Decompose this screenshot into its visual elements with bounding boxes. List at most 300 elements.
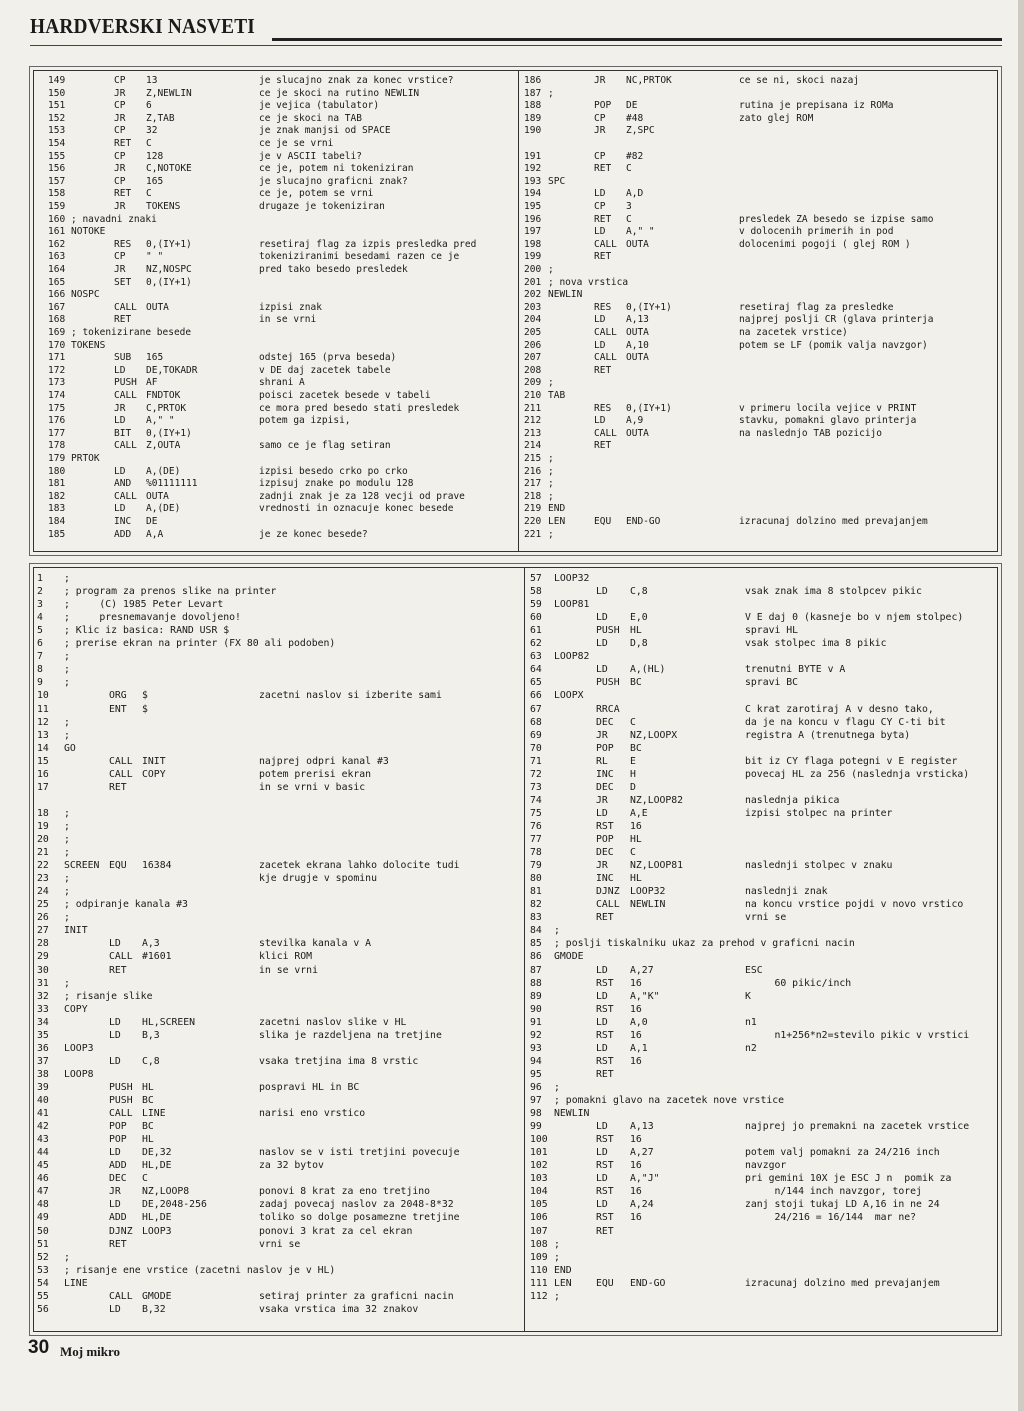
- code-line: [34, 163, 512, 175]
- code-comment: izpisi znak: [259, 301, 322, 313]
- code-label: ; prerise ekran na printer (FX 80 ali podoben): [64, 638, 336, 650]
- line-number: 208: [524, 364, 542, 376]
- line-number: 10: [37, 690, 49, 702]
- code-line: [34, 637, 517, 650]
- line-number: 26: [37, 912, 49, 924]
- code-line: [34, 650, 517, 663]
- code-mnemonic: BIT: [114, 427, 132, 439]
- code-line: [530, 689, 997, 702]
- code-line: [530, 1238, 997, 1251]
- code-operand: 16: [630, 1055, 642, 1067]
- code-operand: HL: [630, 834, 642, 845]
- line-number: 90: [530, 1003, 542, 1015]
- code-label: ; pomakni glavo na zacetek nove vrstice: [554, 1095, 785, 1106]
- code-label: COPY: [64, 1003, 88, 1015]
- line-number: 176: [48, 415, 66, 427]
- line-number: 207: [524, 352, 542, 364]
- code-mnemonic: EQU: [596, 1277, 614, 1289]
- code-line: [524, 352, 997, 364]
- code-label: GMODE: [554, 951, 584, 963]
- code-mnemonic: LD: [594, 415, 606, 427]
- code-line: [530, 1120, 997, 1133]
- column-divider: [518, 71, 519, 551]
- code-line: [530, 572, 997, 585]
- code-line: [524, 88, 997, 100]
- code-line: [530, 1042, 997, 1055]
- code-mnemonic: RET: [114, 314, 132, 326]
- line-number: 92: [530, 1029, 542, 1041]
- code-mnemonic: CALL: [114, 301, 137, 313]
- code-line: [524, 503, 997, 515]
- code-mnemonic: RET: [594, 440, 612, 452]
- line-number: 167: [48, 301, 66, 313]
- code-comment: povecaj HL za 256 (naslednja vrsticka): [745, 768, 970, 780]
- line-number: 221: [524, 528, 542, 540]
- code-line: [34, 1198, 517, 1211]
- code-operand: C: [626, 163, 632, 175]
- line-number: 43: [37, 1134, 49, 1146]
- line-number: 37: [37, 1055, 49, 1067]
- line-number: 65: [530, 677, 542, 689]
- line-number: 200: [524, 264, 542, 275]
- code-label: ;: [548, 528, 554, 540]
- code-comment: stevilka kanala v A: [259, 938, 372, 950]
- code-operand: C,NOTOKE: [146, 163, 192, 175]
- code-operand: 16: [630, 977, 642, 989]
- code-line: [530, 1029, 997, 1042]
- code-comment: v dolocenih primerih in pod: [739, 226, 894, 238]
- code-operand: A," ": [146, 415, 175, 427]
- code-line: [34, 503, 512, 515]
- code-mnemonic: DJNZ: [109, 1225, 133, 1237]
- line-number: 49: [37, 1212, 49, 1224]
- code-operand: Z,OUTA: [146, 440, 181, 452]
- line-number: 168: [48, 314, 66, 326]
- code-line: [34, 403, 512, 415]
- code-label: ;: [64, 573, 70, 584]
- code-operand: 128: [146, 150, 164, 162]
- code-line: [34, 176, 512, 188]
- line-number: 111: [530, 1277, 548, 1289]
- code-operand: 16: [630, 1186, 642, 1198]
- code-line: [530, 663, 997, 676]
- line-number: 97: [530, 1095, 542, 1106]
- code-mnemonic: LD: [596, 990, 608, 1002]
- code-operand: INIT: [142, 755, 166, 767]
- code-line: [34, 1225, 517, 1238]
- code-operand: B,3: [142, 1029, 160, 1041]
- code-comment: poisci zacetek besede v tabeli: [259, 390, 431, 401]
- code-line: [530, 624, 997, 637]
- code-line: [530, 794, 997, 807]
- code-line: [34, 1107, 517, 1120]
- code-mnemonic: RET: [114, 138, 132, 149]
- code-mnemonic: LD: [596, 586, 608, 598]
- code-comment: resetiraj flag za presledke: [739, 301, 894, 313]
- code-label: END: [554, 1264, 572, 1276]
- code-mnemonic: LD: [109, 938, 121, 950]
- code-label: LOOP81: [554, 599, 590, 611]
- code-comment: vsaka tretjina ima 8 vrstic: [259, 1055, 419, 1067]
- code-operand: A,(DE): [146, 465, 181, 477]
- code-line: [524, 289, 997, 301]
- line-number: 27: [37, 925, 49, 937]
- line-number: 205: [524, 327, 542, 338]
- code-mnemonic: LD: [596, 664, 608, 676]
- code-mnemonic: LD: [596, 964, 608, 976]
- line-number: 8: [37, 664, 43, 676]
- code-line: [530, 872, 997, 885]
- line-number: 2: [37, 586, 43, 598]
- code-line: [34, 1290, 517, 1303]
- code-mnemonic: LD: [109, 1055, 121, 1067]
- code-operand: COPY: [142, 768, 166, 780]
- code-line: [530, 650, 997, 663]
- code-operand: 0,(IY+1): [626, 301, 672, 313]
- code-line: [34, 226, 512, 238]
- code-line: [524, 125, 997, 137]
- code-comment: spravi HL: [745, 625, 799, 637]
- code-line: [530, 846, 997, 859]
- code-operand: A,1: [630, 1042, 648, 1054]
- line-number: 177: [48, 427, 66, 439]
- code-label: ;: [64, 886, 70, 898]
- line-number: 164: [48, 264, 66, 275]
- code-line: [34, 807, 517, 820]
- code-operand: END-GO: [626, 516, 661, 527]
- code-comment: potem ga izpisi,: [259, 415, 351, 427]
- code-line: [34, 911, 517, 924]
- code-operand: 16384: [142, 860, 172, 872]
- code-operand: A,13: [626, 314, 649, 326]
- code-operand: C: [142, 1173, 148, 1185]
- line-number: 60: [530, 612, 542, 624]
- code-comment: stavku, pomakni glavo printerja: [739, 415, 917, 427]
- code-mnemonic: JR: [114, 87, 126, 99]
- code-comment: vrednosti in oznacuje konec besede: [259, 503, 454, 515]
- code-mnemonic: CALL: [114, 440, 137, 452]
- code-mnemonic: LD: [596, 807, 608, 819]
- code-mnemonic: CALL: [109, 755, 133, 767]
- code-operand: C: [630, 847, 636, 859]
- code-mnemonic: RST: [596, 977, 614, 989]
- code-mnemonic: LD: [114, 465, 126, 477]
- line-number: 24: [37, 886, 49, 898]
- code-line: [34, 846, 517, 859]
- code-comment: naslov se v isti tretjini povecuje: [259, 1147, 460, 1159]
- code-operand: 165: [146, 175, 164, 187]
- code-line: [34, 352, 512, 364]
- code-label: ; nova vrstica: [548, 276, 629, 288]
- code-comment: 24/216 = 16/144 mar ne?: [745, 1212, 917, 1224]
- code-label: NOSPC: [71, 289, 100, 301]
- code-line: [34, 990, 517, 1003]
- code-operand: GMODE: [142, 1290, 172, 1302]
- code-operand: A,27: [630, 1147, 654, 1159]
- code-line: [34, 125, 512, 137]
- code-comment: izracunaj dolzino med prevajanjem: [739, 516, 928, 527]
- code-operand: OUTA: [626, 238, 649, 250]
- line-number: 212: [524, 415, 542, 427]
- code-line: [34, 1120, 517, 1133]
- code-mnemonic: POP: [109, 1121, 127, 1133]
- code-label: SPC: [548, 175, 566, 187]
- code-operand: NZ,LOOP8: [142, 1186, 190, 1198]
- line-number: 183: [48, 503, 66, 515]
- code-comment: zadnji znak je za 128 vecji od prave: [259, 490, 465, 502]
- code-line: [34, 390, 512, 402]
- line-number: 45: [37, 1160, 49, 1172]
- code-line: [34, 491, 512, 503]
- code-mnemonic: PUSH: [114, 377, 137, 389]
- line-number: 86: [530, 951, 542, 963]
- code-label: TOKENS: [71, 339, 106, 351]
- code-operand: OUTA: [626, 327, 649, 338]
- code-line: [34, 1133, 517, 1146]
- code-mnemonic: JR: [596, 794, 608, 806]
- code-label: NEWLIN: [548, 289, 583, 301]
- line-number: 106: [530, 1212, 548, 1224]
- code-operand: OUTA: [146, 301, 169, 313]
- code-comment: bit iz CY flaga potegni v E register: [745, 755, 958, 767]
- code-mnemonic: JR: [114, 163, 126, 175]
- line-number: 165: [48, 276, 66, 288]
- line-number: 108: [530, 1238, 548, 1250]
- code-comment: najprej odpri kanal #3: [259, 755, 389, 767]
- code-line: [530, 716, 997, 729]
- code-line: [34, 516, 512, 528]
- code-operand: Z,NEWLIN: [146, 87, 192, 99]
- line-number: 169: [48, 327, 66, 338]
- code-operand: A,E: [630, 807, 648, 819]
- code-comment: ponovi 8 krat za eno tretjino: [259, 1186, 431, 1198]
- code-mnemonic: DEC: [596, 847, 614, 859]
- code-comment: in se vrni: [259, 314, 317, 326]
- code-operand: C: [626, 213, 632, 225]
- code-line: [524, 340, 997, 352]
- code-comment: shrani A: [259, 377, 305, 389]
- code-mnemonic: RST: [596, 820, 614, 832]
- line-number: 93: [530, 1042, 542, 1054]
- code-comment: v DE daj zacetek tabele: [259, 364, 391, 376]
- code-line: [34, 113, 512, 125]
- code-operand: DE: [146, 516, 158, 527]
- code-comment: kje drugje v spominu: [259, 873, 377, 885]
- line-number: 78: [530, 847, 542, 859]
- line-number: 152: [48, 112, 66, 124]
- code-operand: BC: [630, 742, 642, 754]
- code-line: [34, 428, 512, 440]
- code-mnemonic: JR: [594, 125, 606, 137]
- line-number: 213: [524, 427, 542, 439]
- code-operand: HL: [142, 1134, 154, 1146]
- code-mnemonic: JR: [114, 402, 126, 414]
- line-number: 74: [530, 794, 542, 806]
- code-line: [34, 1146, 517, 1159]
- code-mnemonic: RET: [594, 364, 612, 376]
- code-mnemonic: POP: [109, 1134, 127, 1146]
- code-mnemonic: RES: [594, 301, 612, 313]
- code-comment: izpisi stolpec na printer: [745, 807, 893, 819]
- line-number: 181: [48, 478, 66, 490]
- code-mnemonic: JR: [114, 112, 126, 124]
- code-mnemonic: DEC: [109, 1173, 127, 1185]
- code-line: [530, 885, 997, 898]
- line-number: 105: [530, 1199, 548, 1211]
- line-number: 12: [37, 716, 49, 728]
- code-comment: potem prerisi ekran: [259, 768, 372, 780]
- line-number: 3: [37, 599, 43, 611]
- code-operand: 16: [630, 1029, 642, 1041]
- line-number: 47: [37, 1186, 49, 1198]
- code-label: ;: [548, 377, 554, 389]
- code-line: [34, 1303, 517, 1316]
- code-comment: dolocenimi pogoji ( glej ROM ): [739, 238, 911, 250]
- code-operand: OUTA: [626, 427, 649, 439]
- code-line: [34, 1042, 517, 1055]
- code-comment: vrni se: [259, 1238, 301, 1250]
- code-comment: je znak manjsi od SPACE: [259, 125, 391, 137]
- code-label: ;: [548, 478, 554, 490]
- code-line: [530, 1264, 997, 1277]
- code-line: [530, 990, 997, 1003]
- code-line: [524, 403, 997, 415]
- code-operand: DE,32: [142, 1147, 172, 1159]
- code-mnemonic: LD: [594, 339, 606, 351]
- line-number: 61: [530, 625, 542, 637]
- line-number: 159: [48, 201, 66, 212]
- code-mnemonic: RET: [594, 251, 612, 263]
- code-comment: klici ROM: [259, 951, 313, 963]
- line-number: 32: [37, 990, 49, 1002]
- line-number: 28: [37, 938, 49, 950]
- code-comment: spravi BC: [745, 677, 799, 689]
- code-comment: ponovi 3 krat za cel ekran: [259, 1225, 413, 1237]
- code-operand: C,PRTOK: [146, 402, 187, 414]
- code-operand: A,24: [630, 1199, 654, 1211]
- line-number: 81: [530, 886, 542, 898]
- code-comment: izpisuj znake po modulu 128: [259, 478, 414, 490]
- code-line: [524, 226, 997, 238]
- code-mnemonic: CALL: [596, 899, 620, 911]
- code-label: ;: [64, 677, 70, 689]
- line-number: 191: [524, 150, 542, 162]
- listing-panel-top: [33, 70, 998, 552]
- line-number: 51: [37, 1238, 49, 1250]
- code-line: [34, 1277, 517, 1290]
- code-label: ;: [554, 925, 560, 937]
- code-comment: pred tako besedo presledek: [259, 264, 408, 275]
- code-line: [524, 314, 997, 326]
- code-line: [530, 911, 997, 924]
- line-number: 34: [37, 1016, 49, 1028]
- code-mnemonic: CP: [114, 75, 126, 86]
- code-mnemonic: JR: [114, 264, 126, 275]
- code-operand: 16: [630, 820, 642, 832]
- line-number: 163: [48, 251, 66, 263]
- code-line: [34, 201, 512, 213]
- line-number: 157: [48, 175, 66, 187]
- line-number: 19: [37, 820, 49, 832]
- line-number: 102: [530, 1160, 548, 1172]
- code-comment: pri gemini 10X je ESC J n pomik za: [745, 1173, 952, 1185]
- code-comment: je slucajno znak za konec vrstice?: [259, 75, 454, 86]
- code-operand: Z,TAB: [146, 112, 175, 124]
- code-operand: " ": [146, 251, 164, 263]
- code-line: [34, 478, 512, 490]
- code-line: [34, 1211, 517, 1224]
- code-line: [524, 201, 997, 213]
- code-mnemonic: PUSH: [109, 1081, 133, 1093]
- code-line: [34, 898, 517, 911]
- code-operand: #48: [626, 112, 644, 124]
- line-number: 38: [37, 1068, 49, 1080]
- code-line: [34, 611, 517, 624]
- line-number: 22: [37, 860, 49, 872]
- line-number: 214: [524, 440, 542, 452]
- line-number: 83: [530, 912, 542, 924]
- line-number: 33: [37, 1003, 49, 1015]
- code-mnemonic: DJNZ: [596, 886, 620, 898]
- code-line: [34, 415, 512, 427]
- code-comment: najprej jo premakni na zacetek vrstice: [745, 1121, 970, 1133]
- code-comment: drugaze je tokeniziran: [259, 201, 385, 212]
- line-number: 53: [37, 1264, 49, 1276]
- line-number: 217: [524, 478, 542, 490]
- code-comment: slika je razdeljena na tretjine: [259, 1029, 442, 1041]
- code-label: ; presnemavanje dovoljeno!: [64, 612, 241, 624]
- line-number: 94: [530, 1055, 542, 1067]
- code-line: [34, 251, 512, 263]
- code-mnemonic: JR: [596, 729, 608, 741]
- code-line: [530, 585, 997, 598]
- code-operand: OUTA: [626, 352, 649, 364]
- code-line: [34, 1029, 517, 1042]
- line-number: 99: [530, 1121, 542, 1133]
- code-comment: samo ce je flag setiran: [259, 440, 391, 452]
- line-number: 204: [524, 314, 542, 326]
- magazine-name: Moj mikro: [60, 1344, 121, 1359]
- code-line: [524, 478, 997, 490]
- code-comment: n1: [745, 1016, 757, 1028]
- code-operand: C,8: [630, 586, 648, 598]
- line-number: 170: [48, 339, 66, 351]
- code-operand: DE,TOKADR: [146, 364, 198, 376]
- code-line: [524, 491, 997, 503]
- code-line: [530, 924, 997, 937]
- line-number: 84: [530, 925, 542, 937]
- code-line: [524, 516, 997, 528]
- line-number: 190: [524, 125, 542, 137]
- header-rule-thin: [30, 45, 1002, 46]
- code-line: [34, 277, 512, 289]
- line-number: 150: [48, 87, 66, 99]
- line-number: 80: [530, 873, 542, 885]
- line-number: 85: [530, 938, 542, 950]
- code-line: [530, 1251, 997, 1264]
- code-line: [524, 377, 997, 389]
- code-comment: ce se ni, skoci nazaj: [739, 75, 860, 86]
- code-mnemonic: PUSH: [109, 1095, 133, 1106]
- code-line: [530, 1068, 997, 1081]
- line-number: 189: [524, 112, 542, 124]
- code-line: [530, 1198, 997, 1211]
- code-line: [34, 138, 512, 150]
- code-operand: A,13: [630, 1121, 654, 1133]
- code-operand: A," ": [626, 226, 655, 238]
- code-comment: rutina je prepisana iz ROMa: [739, 100, 894, 112]
- code-mnemonic: POP: [596, 834, 614, 845]
